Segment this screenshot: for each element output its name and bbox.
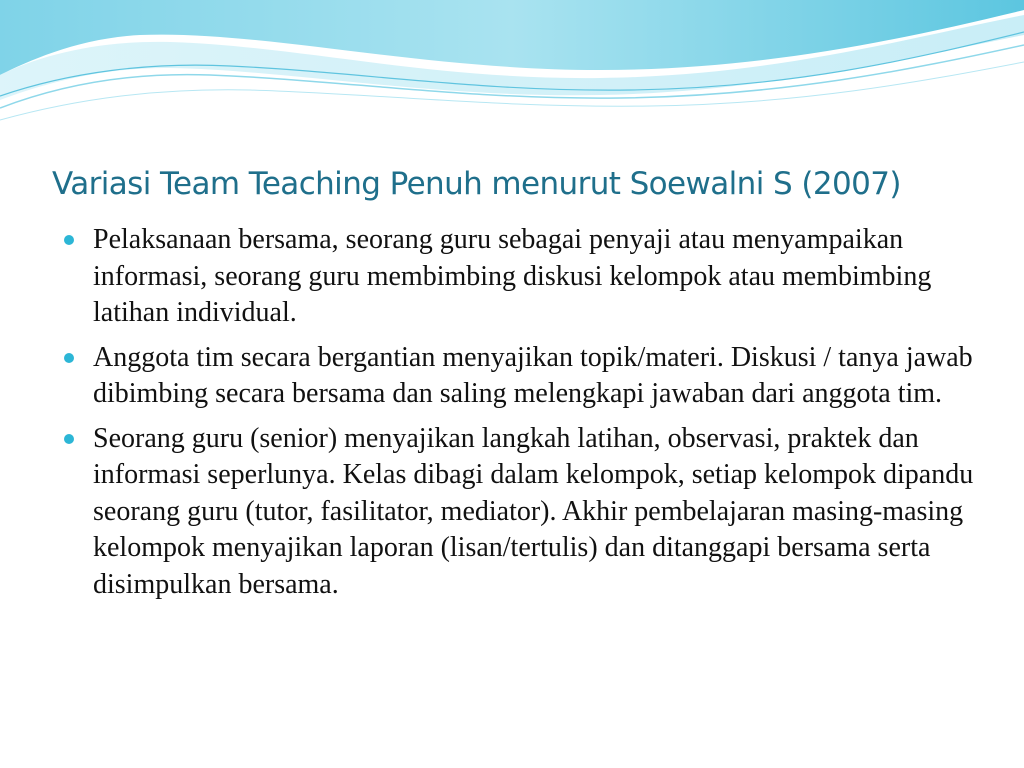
bullet-dot-icon (64, 235, 74, 245)
slide-title: Variasi Team Teaching Penuh menurut Soewalni S (2007) (52, 166, 901, 202)
bullet-item (64, 222, 984, 332)
bullet-text: Seorang guru (senior) menyajikan langkah latihan, observasi, praktek dan informasi seperlunya. Kelas dibagi dalam kelompok, setiap kelompok dipandu seorang guru (tutor, fasilitator, mediator). Akhir pembelajaran masing-masing kelompok menyajikan laporan (lisan/tertulis) dan ditanggapi bersama serta disimpulkan bersama. (93, 422, 974, 600)
bullet-item (64, 340, 984, 413)
bullet-list (64, 222, 984, 611)
bullet-item (64, 421, 984, 604)
bullet-text: Anggota tim secara bergantian menyajikan topik/materi. Diskusi / tanya jawab dibimbing secara bersama dan saling melengkapi jawaban dari anggota tim. (93, 341, 973, 409)
bullet-dot-icon (64, 353, 74, 363)
bullet-dot-icon (64, 434, 74, 444)
bullet-text: Pelaksanaan bersama, seorang guru sebagai penyaji atau menyampaikan informasi, seorang guru membimbing diskusi kelompok atau membimbing latihan individual. (93, 224, 932, 328)
header-wave-decoration (0, 0, 1024, 130)
